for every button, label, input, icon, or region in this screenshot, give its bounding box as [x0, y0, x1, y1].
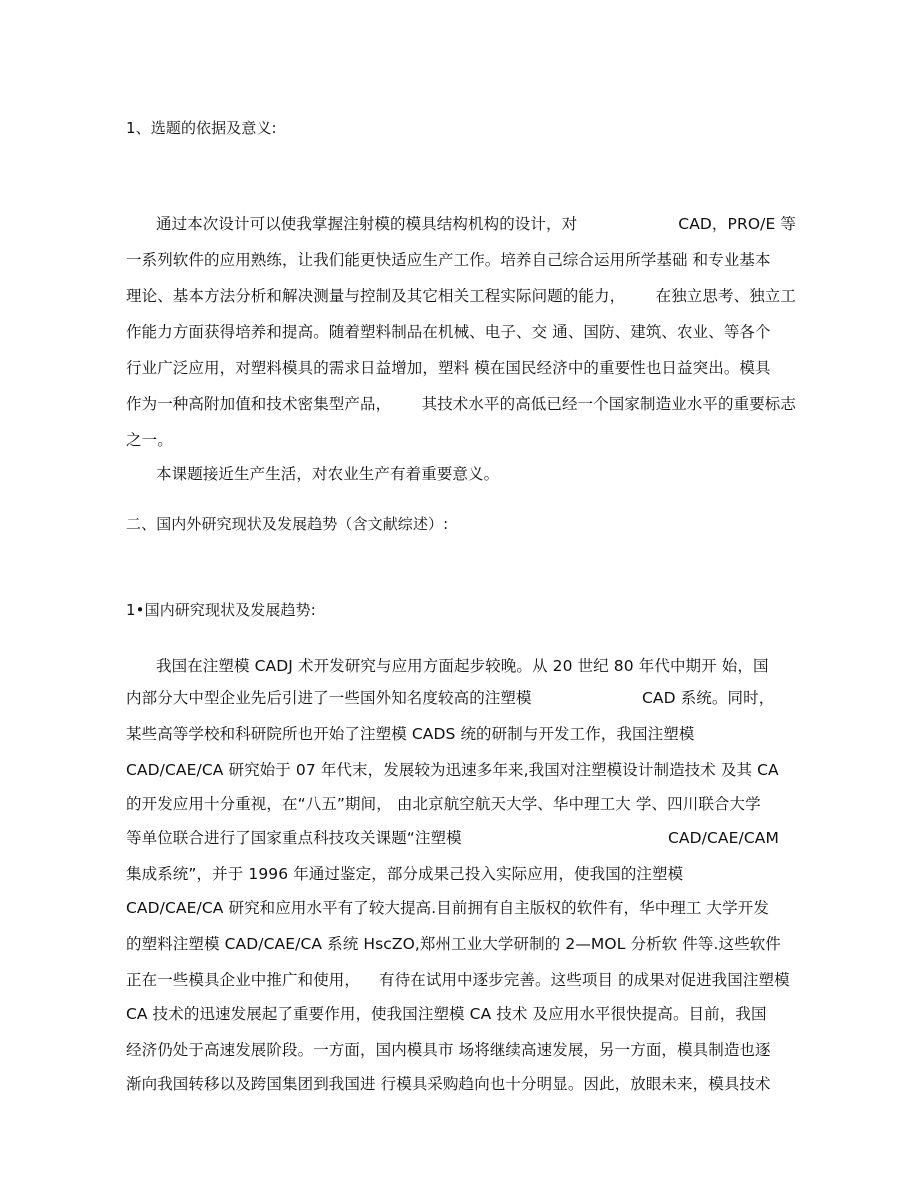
paragraph-1-line-7: 之一。	[126, 431, 173, 449]
paragraph-3-line-1: 我国在注塑模 CADJ 术开发研究与应用方面起步较晚。从 20 世纪 80 年代中期开 始，国	[156, 657, 769, 675]
paragraph-1-line-3-text-a: 理论、基本方法分析和解决测量与控制及其它相关工程实际问题的能力，	[126, 287, 626, 305]
section-heading-2: 二、国内外研究现状及发展趋势（含文献综述）:	[126, 515, 449, 533]
paragraph-3-line-2-text-b: CAD 系统。同时，	[642, 689, 775, 707]
paragraph-3-line-4: CAD/CAE/CA 研究始于 07 年代末，发展较为迅速多年来,我国对注塑模设计制造技术 及其 CA	[126, 761, 779, 779]
paragraph-3-line-8: CAD/CAE/CA 研究和应用水平有了较大提高.目前拥有自主版权的软件有，华中理工 大学开发	[126, 899, 769, 917]
paragraph-3-line-13: 渐向我国转移以及跨国集团到我国进 行模具采购趋向也十分明显。因此，放眼未来，模具技术	[126, 1075, 771, 1093]
paragraph-1-line-6-text-a: 作为一种高附加值和技术密集型产品，	[126, 395, 392, 413]
paragraph-3-line-10	[126, 970, 796, 990]
paragraph-1-line-3	[126, 286, 796, 306]
paragraph-1-line-1	[126, 214, 796, 234]
paragraph-3-line-9: 的塑料注塑模 CAD/CAE/CA 系统 HscZO,郑州工业大学研制的 2—MOL 分析软 件等.这些软件	[126, 935, 781, 953]
paragraph-3-line-6-text-a: 等单位联合进行了国家重点科技攻关课题“注塑模	[126, 829, 462, 847]
paragraph-1-line-3-text-b: 在独立思考、独立工	[655, 287, 796, 305]
paragraph-3-line-12: 经济仍处于高速发展阶段。一方面，国内模具市 场将继续高速发展，另一方面，模具制造也逐	[126, 1041, 771, 1059]
paragraph-1-line-6-text-b: 其技术水平的高低已经一个国家制造业水平的重要标志	[421, 395, 796, 413]
paragraph-1-line-2: 一系列软件的应用熟练，让我们能更快适应生产工作。培养自己综合运用所学基础 和专业基本	[126, 251, 771, 269]
paragraph-1-line-5: 行业广泛应用，对塑料模具的需求日益增加，塑料 模在国民经济中的重要性也日益突出。模具	[126, 359, 771, 377]
paragraph-3-line-2	[126, 688, 796, 708]
paragraph-3-line-10-text-a: 正在一些模具企业中推广和使用，	[126, 971, 361, 989]
paragraph-3-line-10-text-b: 有待在试用中逐步完善。这些项目 的成果对促进我国注塑模	[379, 971, 790, 989]
paragraph-1-line-6	[126, 394, 796, 414]
paragraph-3-line-5: 的开发应用十分重视，在“八五”期间， 由北京航空航天大学、华中理工大 学、四川联合大学	[126, 795, 761, 813]
paragraph-3-line-7: 集成系统”，并于 1996 年通过鉴定，部分成果己投入实际应用，使我国的注塑模	[126, 865, 684, 883]
paragraph-3-line-2-text-a: 内部分大中型企业先后引进了一些国外知名度较高的注塑模	[126, 689, 532, 707]
paragraph-3-line-11: CA 技术的迅速发展起了重要作用，使我国注塑模 CA 技术 及应用水平很快提高。目前，我国	[126, 1005, 767, 1023]
section-heading-1: 1、选题的依据及意义:	[126, 119, 277, 137]
subsection-heading-1: 1•国内研究现状及发展趋势:	[126, 601, 316, 619]
paragraph-1-line-1-text-b: CAD，PRO/E 等	[678, 215, 796, 233]
paragraph-2: 本课题接近生产生活，对农业生产有着重要意义。	[156, 465, 500, 483]
paragraph-3-line-6-text-b: CAD/CAE/CAM	[668, 829, 779, 847]
paragraph-1-line-1-text-a: 通过本次设计可以使我掌握注射模的模具结构机构的设计，对	[156, 215, 578, 233]
paragraph-3-line-6	[126, 828, 796, 848]
paragraph-3-line-3: 某些高等学校和科研院所也开始了注塑模 CADS 统的研制与开发工作，我国注塑模	[126, 725, 695, 743]
paragraph-1-line-4: 作能力方面获得培养和提高。随着塑料制品在机械、电子、交 通、国防、建筑、农业、等各个	[126, 323, 771, 341]
